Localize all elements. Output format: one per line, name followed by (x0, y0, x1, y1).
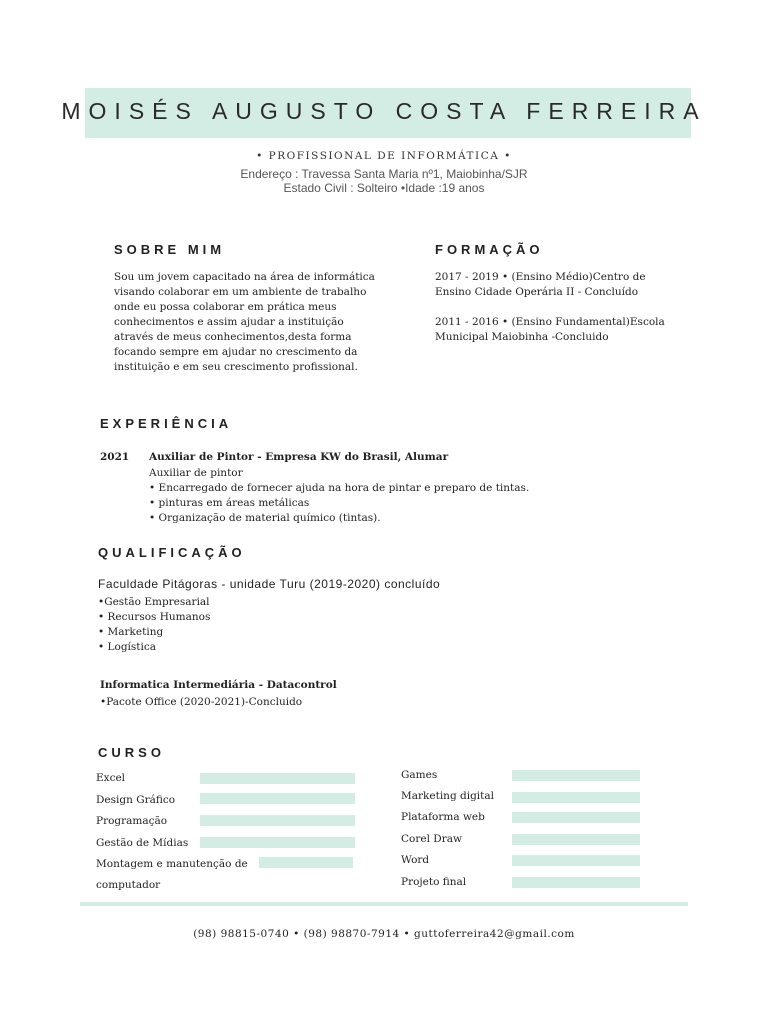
course-bar (512, 877, 640, 888)
about-line: focando sempre em ajudar no crescimento da (114, 346, 358, 358)
course-bar (512, 770, 640, 781)
course-label: Word (401, 854, 430, 866)
qualification-course-detail: •Pacote Office (2020-2021)-Concluido (100, 696, 303, 708)
qualification-heading: QUALIFICAÇÃO (98, 545, 246, 560)
course-label: Design Gráfico (96, 794, 176, 806)
course-label: Projeto final (401, 876, 467, 888)
course-label: Plataforma web (401, 811, 485, 823)
course-label: Montagem e manutenção de (96, 858, 248, 870)
about-heading: SOBRE MIM (114, 242, 226, 257)
experience-line: • Encarregado de fornecer ajuda na hora de pintar e preparo de tintas. (149, 482, 530, 494)
about-line: onde eu possa colaborar em prática meus (114, 301, 337, 313)
courses-heading: CURSO (98, 745, 165, 760)
course-label: Gestão de Mídias (96, 837, 189, 849)
education-line: Municipal Maiobinha -Concluido (435, 331, 609, 343)
education-line: 2011 - 2016 • (Ensino Fundamental)Escola (435, 316, 665, 328)
experience-title: Auxiliar de Pintor - Empresa KW do Brasil, Alumar (149, 451, 449, 463)
contact-line: (98) 98815-0740 • (98) 98870-7914 • guttoferreira42@gmail.com (193, 928, 575, 940)
education-line: Ensino Cidade Operária II - Concluído (435, 286, 639, 298)
course-bar (512, 812, 640, 823)
about-line: visando colaborar em um ambiente de trabalho (114, 286, 367, 298)
qualification-list (98, 595, 398, 655)
course-bar (259, 857, 353, 868)
experience-details (149, 466, 669, 526)
course-bar (512, 834, 640, 845)
experience-line: • Organização de material químico (tintas). (149, 512, 381, 524)
qualification-school: Faculdade Pitágoras - unidade Turu (2019-2020) concluído (98, 577, 441, 591)
course-bar (200, 773, 355, 784)
course-label: Corel Draw (401, 833, 462, 845)
address-line: Endereço : Travessa Santa Maria nº1, Maiobinha/SJR (240, 167, 528, 181)
course-label: Programação (96, 815, 168, 827)
course-label: computador (96, 879, 161, 891)
list-item: • Recursos Humanos (98, 611, 211, 623)
profession-subtitle: • PROFISSIONAL DE INFORMÁTICA • (256, 150, 512, 162)
course-bar (512, 792, 640, 803)
about-line: através de meus conhecimentos,desta forma (114, 331, 352, 343)
about-paragraph (114, 270, 404, 375)
experience-heading: EXPERIÊNCIA (100, 416, 233, 431)
course-bar (200, 793, 355, 804)
course-bar (512, 855, 640, 866)
personal-info-line: Estado Civil : Solteiro •Idade :19 anos (283, 181, 485, 195)
list-item: • Logística (98, 641, 157, 653)
qualification-course-title: Informatica Intermediária - Datacontrol (100, 679, 337, 691)
experience-line: Auxiliar de pintor (149, 467, 243, 479)
list-item: •Gestão Empresarial (98, 596, 210, 608)
course-bar (200, 815, 355, 826)
candidate-name: MOISÉS AUGUSTO COSTA FERREIRA (61, 98, 707, 124)
experience-year: 2021 (100, 451, 130, 463)
course-label: Excel (96, 772, 126, 784)
education-line: 2017 - 2019 • (Ensino Médio)Centro de (435, 271, 646, 283)
education-heading: FORMAÇÃO (435, 242, 544, 257)
about-line: conhecimentos e assim ajudar a instituição (114, 316, 344, 328)
about-line: Sou um jovem capacitado na área de informática (114, 271, 375, 283)
education-entry (435, 315, 735, 345)
list-item: • Marketing (98, 626, 164, 638)
course-label: Games (401, 769, 438, 781)
about-line: instituição e em seu crescimento profissional. (114, 361, 358, 373)
course-label: Marketing digital (401, 790, 495, 802)
footer-divider (80, 902, 688, 906)
course-bar (200, 837, 355, 848)
experience-line: • pinturas em áreas metálicas (149, 497, 310, 509)
education-entry (435, 270, 735, 300)
